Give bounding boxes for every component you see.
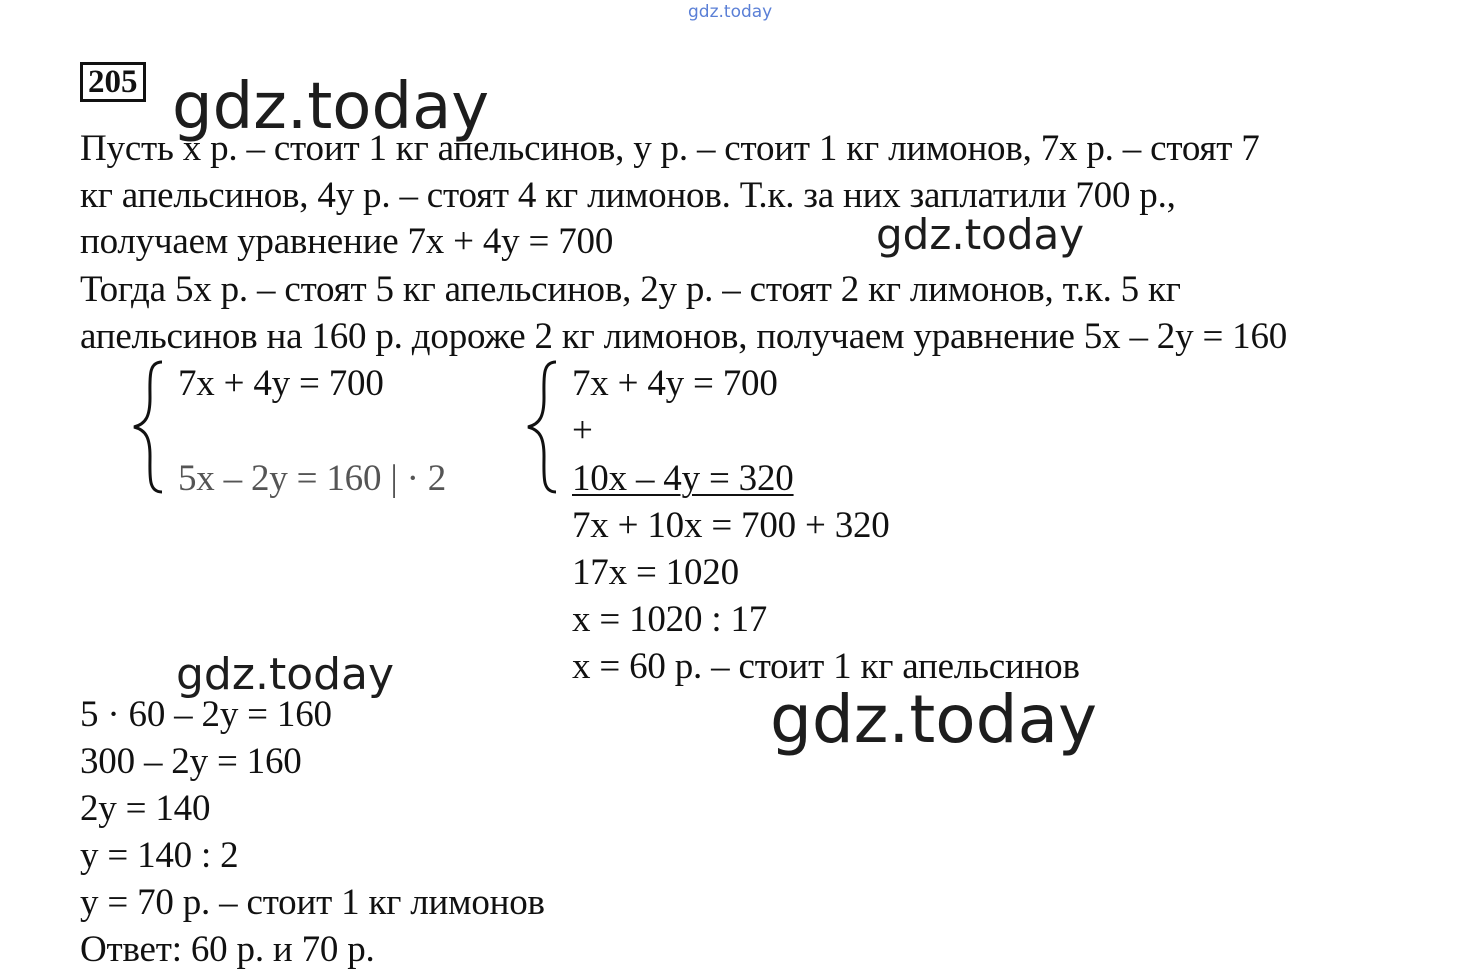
- solution-x-line-2: 17x = 1020: [572, 552, 739, 593]
- watermark-4: gdz.today: [770, 681, 1098, 758]
- watermark-3: gdz.today: [176, 649, 395, 700]
- solution-y-line-1: 5 · 60 – 2y = 160: [80, 694, 332, 735]
- solution-y-line-2: 300 – 2y = 160: [80, 741, 302, 782]
- right-system-eq1: 7x + 4y = 700: [572, 363, 778, 404]
- solution-y-line-4: y = 140 : 2: [80, 835, 239, 876]
- solution-y-line-5: y = 70 р. – стоит 1 кг лимонов: [80, 882, 545, 923]
- intro-line-3: получаем уравнение 7x + 4y = 700: [80, 221, 614, 262]
- solution-x-line-3: x = 1020 : 17: [572, 599, 768, 640]
- answer-line: Ответ: 60 р. и 70 р.: [80, 929, 375, 970]
- intro-line-2: кг апельсинов, 4y р. – стоят 4 кг лимонов. Т.к. за них заплатили 700 р.,: [80, 175, 1176, 216]
- left-system-eq1: 7x + 4y = 700: [178, 363, 384, 404]
- left-system-eq2: 5x – 2y = 160 | · 2: [178, 458, 447, 499]
- right-system-eq2: 10x – 4y = 320: [572, 458, 794, 499]
- watermark-1: gdz.today: [172, 70, 490, 144]
- solution-x-line-4: x = 60 р. – стоит 1 кг апельсинов: [572, 646, 1080, 687]
- problem-number: 205: [80, 62, 146, 102]
- intro-line-4: Тогда 5x р. – стоят 5 кг апельсинов, 2y р. – стоят 2 кг лимонов, т.к. 5 кг: [80, 269, 1181, 310]
- watermark-top: gdz.today: [688, 2, 773, 22]
- intro-line-5: апельсинов на 160 р. дороже 2 кг лимонов, получаем уравнение 5x – 2y = 160: [80, 316, 1288, 357]
- solution-x-line-1: 7x + 10x = 700 + 320: [572, 505, 890, 546]
- solution-y-line-3: 2y = 140: [80, 788, 211, 829]
- right-system-plus: +: [572, 410, 593, 451]
- left-brace-icon: [128, 358, 168, 496]
- right-brace-icon: [522, 358, 562, 496]
- intro-line-1: Пусть x р. – стоит 1 кг апельсинов, y р. – стоит 1 кг лимонов, 7x р. – стоят 7: [80, 128, 1260, 169]
- watermark-2: gdz.today: [876, 210, 1085, 259]
